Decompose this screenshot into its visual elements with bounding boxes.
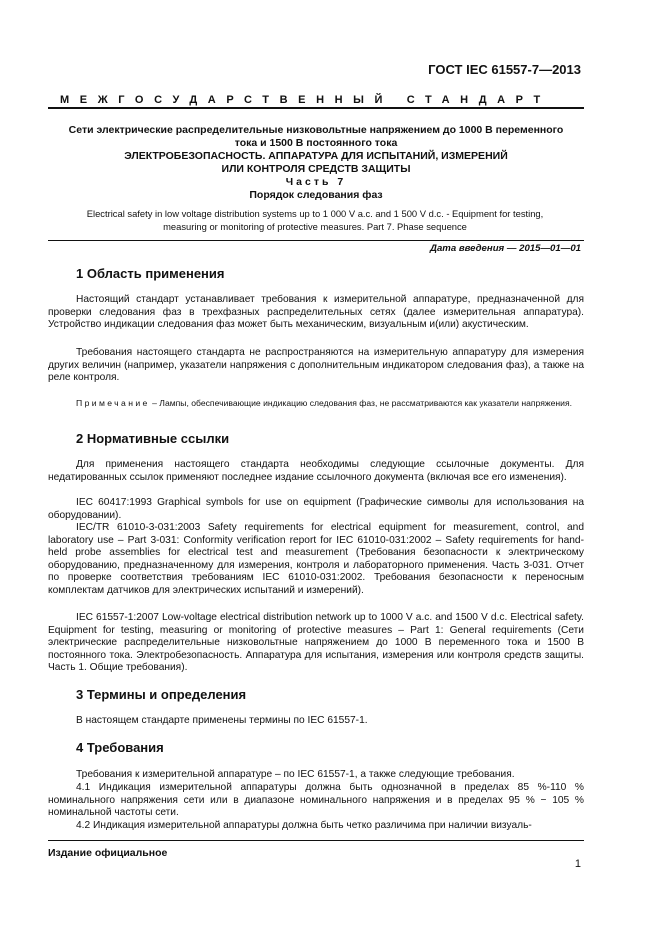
note-label: Примечание [76,398,150,408]
section-1-note [48,398,584,409]
title-line-2: тока и 1500 В постоянного тока [234,137,398,149]
section-2-heading: 2 Нормативные ссылки [76,431,230,446]
section-2-paragraph-1: Для применения настоящего стандарта необходимы следующие ссылочные документы. Для недатированных ссылок применяют последнее издание ссылочного документа (включая все его изменения). [48,459,584,483]
section-4-paragraph-1: Требования к измерительной аппаратуре – по IEC 61557-1, а также следующие требования. [76,769,515,780]
section-1-heading: 1 Область применения [76,266,225,281]
note-text: – Лампы, обеспечивающие индикацию следования фаз, не рассматриваются как указатели напряжения. [149,398,572,408]
section-3-heading: 3 Термины и определения [76,687,247,702]
section-3-paragraph-1: В настоящем стандарте применены термины по IEC 61557-1. [76,715,368,726]
standard-code: ГОСТ IEC 61557-7—2013 [428,62,581,77]
page-number: 1 [574,858,581,870]
english-title-line-2: measuring or monitoring of protective measures. Part 7. Phase sequence [163,220,467,232]
interstate-standard-label: МЕЖГОСУДАРСТВЕННЫЙ СТАНДАРТ [60,94,551,106]
date-rule [48,240,584,241]
introduction-date: Дата введения — 2015—01—01 [430,243,581,254]
section-2-paragraph-4: IEC 61557-1:2007 Low-voltage electrical distribution network up to 1000 V a.c. and 1500 V d.c. Electrical safety. Equipment for testing, measuring or monitoring of protective measures – Part 1: General requirements (Сети электрические распределительные низковольтные напряжением до 1000 В переменного тока и 1500 В постоянного тока. Электробезопасность. Аппаратура для испытания, измерения или контроля средств защиты. Часть 1. Общие требования). [48,612,584,674]
section-1-paragraph-2: Требования настоящего стандарта не распространяются на измерительную аппаратуру для измерения других величин (например, указатели напряжения с дополнительным индикатором следования фаз), а также на реле контроля. [48,347,584,384]
subject-title: Порядок следования фаз [249,189,383,201]
title-block [48,124,584,202]
english-title [60,208,570,233]
section-4-paragraph-2: 4.1 Индикация измерительной аппаратуры должна быть однозначной в пределах 85 %-110 % номинального напряжения сети или в диапазоне номинального напряжения и в пределах 95 % − 105 % номинальной частоты сети. [48,782,584,819]
english-title-line-1: Electrical safety in low voltage distribution systems up to 1 000 V a.c. and 1 500 V d.c. - Equipment for testing, [86,208,544,219]
section-1-paragraph-1: Настоящий стандарт устанавливает требования к измерительной аппаратуре, предназначенной для проверки следования фаз в трехфазных распределительных сетях (далее измерительная аппаратура). Устройство индикации следования фаз может быть механическим, визуальным и(или) акустическим. [48,294,584,331]
title-line-4: ИЛИ КОНТРОЛЯ СРЕДСТВ ЗАЩИТЫ [221,163,411,175]
section-4-paragraph-3: 4.2 Индикация измерительной аппаратуры должна быть четко различима при наличии визуаль- [76,820,532,831]
footer-rule [48,840,584,841]
title-line-1: Сети электрические распределительные низковольтные напряжением до 1000 В переменного [68,124,564,136]
edition-label: Издание официальное [48,847,168,859]
section-4-heading: 4 Требования [76,740,164,755]
part-label: Часть 7 [285,176,347,188]
header-rule [48,107,584,109]
section-2-paragraph-2: IEC 60417:1993 Graphical symbols for use on equipment (Графические символы для использования на оборудовании). [48,497,584,521]
title-line-3: ЭЛЕКТРОБЕЗОПАСНОСТЬ. АППАРАТУРА ДЛЯ ИСПЫТАНИЙ, ИЗМЕРЕНИЙ [124,150,508,162]
section-2-paragraph-3: IEC/TR 61010-3-031:2003 Safety requirements for electrical equipment for measurement, control, and laboratory use – Part 3-031: Conformity verification report for IEC 61010-031:2002 – Safety requirements for hand-held probe assemblies for electrical test and measurement (Требования безопасности к электрическому оборудованию, предназначенному для измерения, контроля и лабораторного применения. Часть 3-031. Отчет по проверке соответствия требованиям IEC 61010-031:2002. Требования безопасности к переносным комплектам датчиков для электрических испытаний и измерений). [48,522,584,596]
